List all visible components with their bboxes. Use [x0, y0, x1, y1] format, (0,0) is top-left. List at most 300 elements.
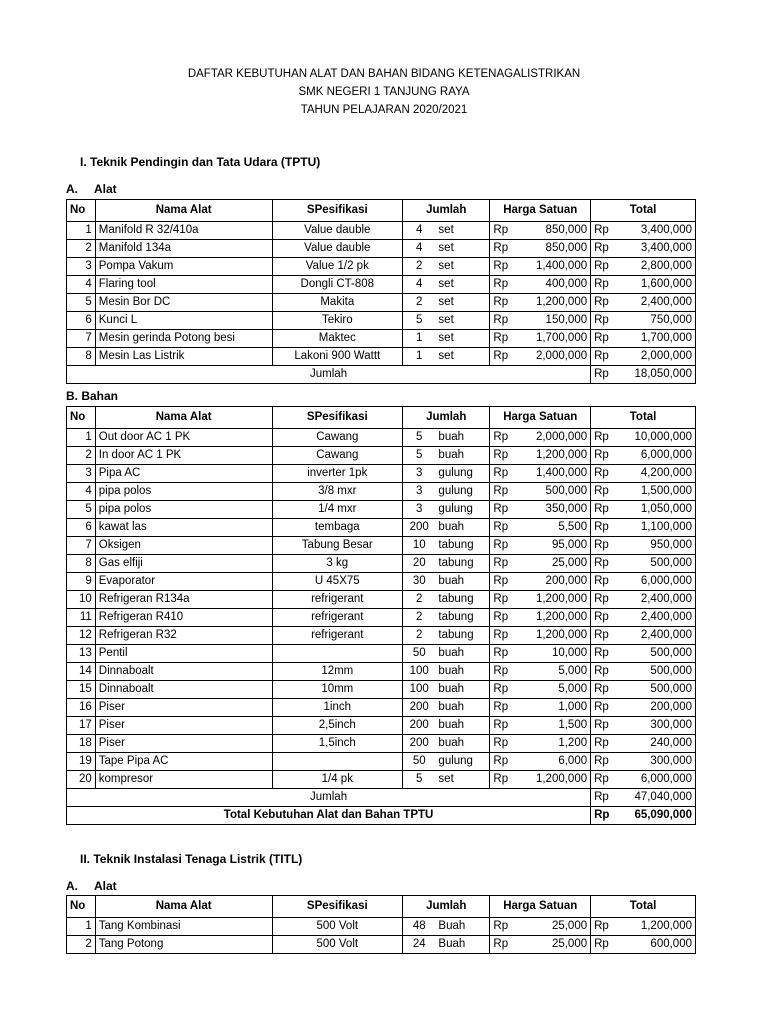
- item-unit: Buah: [435, 918, 489, 936]
- item-spec: Makita: [272, 294, 403, 312]
- item-unit: buah: [435, 519, 489, 537]
- item-unit-price: 1,200,000: [519, 771, 591, 789]
- item-price-currency: Rp: [490, 240, 519, 258]
- tptu-bahan-table: [66, 406, 696, 825]
- item-qty: 5: [403, 447, 436, 465]
- table-row: [67, 294, 696, 312]
- sum-row: [67, 366, 696, 384]
- item-price-currency: Rp: [490, 699, 519, 717]
- item-price-currency: Rp: [490, 483, 519, 501]
- item-spec: Tekiro: [272, 312, 403, 330]
- item-price-currency: Rp: [490, 501, 519, 519]
- item-unit-price: 150,000: [519, 312, 591, 330]
- table-row: [67, 699, 696, 717]
- table-row: [67, 537, 696, 555]
- item-unit: set: [435, 771, 489, 789]
- item-price-currency: Rp: [490, 717, 519, 735]
- academic-year: TAHUN PELAJARAN 2020/2021: [300, 104, 468, 116]
- item-total-currency: Rp: [591, 276, 620, 294]
- item-unit-price: 1,500: [519, 717, 591, 735]
- item-unit: tabung: [435, 555, 489, 573]
- item-no: 3: [67, 465, 96, 483]
- item-total: 1,200,000: [619, 918, 695, 936]
- table-row: [67, 330, 696, 348]
- table-row: [67, 429, 696, 447]
- item-no: 15: [67, 681, 96, 699]
- item-name: pipa polos: [95, 483, 272, 501]
- item-qty: 4: [403, 240, 436, 258]
- item-no: 10: [67, 591, 96, 609]
- item-name: Oksigen: [95, 537, 272, 555]
- item-unit-price: 1,200,000: [519, 294, 591, 312]
- item-unit-price: 1,200: [519, 735, 591, 753]
- item-spec: 1/4 mxr: [272, 501, 403, 519]
- item-name: Evaporator: [95, 573, 272, 591]
- item-total-currency: Rp: [591, 555, 620, 573]
- item-name: kawat las: [95, 519, 272, 537]
- item-qty: 4: [403, 222, 436, 240]
- item-unit-price: 2,000,000: [519, 429, 591, 447]
- item-qty: 30: [403, 573, 436, 591]
- item-name: Gas elfiji: [95, 555, 272, 573]
- item-unit: set: [435, 222, 489, 240]
- item-unit-price: 25,000: [519, 918, 591, 936]
- table-header-row: [67, 200, 696, 222]
- header-price: Harga Satuan: [490, 200, 591, 222]
- item-name: kompresor: [95, 771, 272, 789]
- item-total: 2,800,000: [619, 258, 695, 276]
- item-unit-price: 5,000: [519, 663, 591, 681]
- item-qty: 200: [403, 735, 436, 753]
- item-qty: 2: [403, 294, 436, 312]
- item-spec: 1/4 pk: [272, 771, 403, 789]
- item-unit: set: [435, 276, 489, 294]
- table-row: [67, 591, 696, 609]
- item-name: Tang Kombinasi: [95, 918, 272, 936]
- table-row: [67, 240, 696, 258]
- header-spec: SPesifikasi: [272, 896, 403, 918]
- item-unit-price: 1,200,000: [519, 447, 591, 465]
- item-no: 1: [67, 429, 96, 447]
- item-no: 6: [67, 312, 96, 330]
- item-total-currency: Rp: [591, 294, 620, 312]
- item-total-currency: Rp: [591, 717, 620, 735]
- item-unit-price: 400,000: [519, 276, 591, 294]
- item-spec: 1,5inch: [272, 735, 403, 753]
- item-unit-price: 1,700,000: [519, 330, 591, 348]
- item-total-currency: Rp: [591, 483, 620, 501]
- item-total: 2,400,000: [619, 591, 695, 609]
- item-no: 11: [67, 609, 96, 627]
- item-total: 300,000: [619, 753, 695, 771]
- item-no: 7: [67, 330, 96, 348]
- item-price-currency: Rp: [490, 258, 519, 276]
- item-qty: 50: [403, 753, 436, 771]
- item-no: 5: [67, 501, 96, 519]
- item-total: 500,000: [619, 663, 695, 681]
- item-total: 750,000: [619, 312, 695, 330]
- item-total-currency: Rp: [591, 645, 620, 663]
- document-title: DAFTAR KEBUTUHAN ALAT DAN BAHAN BIDANG KETENAGALISTRIKAN: [187, 68, 581, 80]
- item-name: In door AC 1 PK: [95, 447, 272, 465]
- item-unit: buah: [435, 663, 489, 681]
- section-1-heading: I. Teknik Pendingin dan Tata Udara (TPTU): [80, 155, 321, 169]
- section-2-alat-label: Alat: [94, 879, 117, 893]
- item-total-currency: Rp: [591, 348, 620, 366]
- item-spec: 12mm: [272, 663, 403, 681]
- item-total: 500,000: [619, 555, 695, 573]
- sum-total: 47,040,000: [619, 789, 695, 807]
- item-qty: 5: [403, 771, 436, 789]
- header-spec: SPesifikasi: [272, 200, 403, 222]
- item-total: 600,000: [619, 936, 695, 954]
- item-total: 500,000: [619, 681, 695, 699]
- item-unit-price: 25,000: [519, 936, 591, 954]
- item-qty: 5: [403, 312, 436, 330]
- table-row: [67, 483, 696, 501]
- item-qty: 2: [403, 627, 436, 645]
- item-unit-price: 6,000: [519, 753, 591, 771]
- item-name: Flaring tool: [95, 276, 272, 294]
- table-row: [67, 276, 696, 294]
- item-spec: Tabung Besar: [272, 537, 403, 555]
- item-total-currency: Rp: [591, 330, 620, 348]
- grand-total-label: Total Kebutuhan Alat dan Bahan TPTU: [67, 807, 591, 825]
- item-total: 950,000: [619, 537, 695, 555]
- item-price-currency: Rp: [490, 609, 519, 627]
- item-name: Pentil: [95, 645, 272, 663]
- titl-alat-table: [66, 895, 696, 954]
- table-row: [67, 258, 696, 276]
- item-no: 2: [67, 240, 96, 258]
- item-no: 13: [67, 645, 96, 663]
- header-no: No: [67, 896, 96, 918]
- item-spec: refrigerant: [272, 627, 403, 645]
- table-row: [67, 465, 696, 483]
- item-unit: set: [435, 312, 489, 330]
- table-row: [67, 717, 696, 735]
- item-spec: 500 Volt: [272, 918, 403, 936]
- item-unit: set: [435, 330, 489, 348]
- item-spec: Maktec: [272, 330, 403, 348]
- item-price-currency: Rp: [490, 447, 519, 465]
- item-unit: buah: [435, 645, 489, 663]
- item-unit: gulung: [435, 753, 489, 771]
- item-qty: 5: [403, 429, 436, 447]
- item-spec: Cawang: [272, 429, 403, 447]
- item-qty: 100: [403, 681, 436, 699]
- item-no: 8: [67, 555, 96, 573]
- item-unit-price: 5,000: [519, 681, 591, 699]
- item-total: 2,000,000: [619, 348, 695, 366]
- table-row: [67, 936, 696, 954]
- item-total-currency: Rp: [591, 771, 620, 789]
- item-price-currency: Rp: [490, 645, 519, 663]
- grand-total-row: [67, 807, 696, 825]
- table-row: [67, 645, 696, 663]
- header-qty: Jumlah: [403, 200, 490, 222]
- item-total-currency: Rp: [591, 258, 620, 276]
- item-unit: buah: [435, 717, 489, 735]
- header-spec: SPesifikasi: [272, 407, 403, 429]
- table-row: [67, 348, 696, 366]
- item-price-currency: Rp: [490, 537, 519, 555]
- item-unit-price: 25,000: [519, 555, 591, 573]
- item-price-currency: Rp: [490, 918, 519, 936]
- item-spec: U 45X75: [272, 573, 403, 591]
- item-total: 2,400,000: [619, 294, 695, 312]
- item-name: Manifold 134a: [95, 240, 272, 258]
- item-spec: tembaga: [272, 519, 403, 537]
- table-row: [67, 918, 696, 936]
- item-total-currency: Rp: [591, 609, 620, 627]
- item-total-currency: Rp: [591, 699, 620, 717]
- item-qty: 3: [403, 483, 436, 501]
- item-unit: set: [435, 240, 489, 258]
- item-unit-price: 95,000: [519, 537, 591, 555]
- item-spec: [272, 645, 403, 663]
- item-price-currency: Rp: [490, 936, 519, 954]
- item-name: Tape Pipa AC: [95, 753, 272, 771]
- item-price-currency: Rp: [490, 753, 519, 771]
- item-unit: gulung: [435, 501, 489, 519]
- header-total: Total: [591, 896, 696, 918]
- table-row: [67, 663, 696, 681]
- item-name: Mesin Bor DC: [95, 294, 272, 312]
- item-total-currency: Rp: [591, 447, 620, 465]
- item-no: 2: [67, 447, 96, 465]
- item-spec: 3 kg: [272, 555, 403, 573]
- item-unit-price: 500,000: [519, 483, 591, 501]
- item-total: 10,000,000: [619, 429, 695, 447]
- item-spec: inverter 1pk: [272, 465, 403, 483]
- item-name: pipa polos: [95, 501, 272, 519]
- item-unit: tabung: [435, 609, 489, 627]
- sum-currency: Rp: [591, 366, 620, 384]
- table-row: [67, 735, 696, 753]
- section-2-alat-heading: [66, 879, 117, 893]
- sum-label: Jumlah: [67, 366, 591, 384]
- item-unit: buah: [435, 573, 489, 591]
- header-total: Total: [591, 200, 696, 222]
- header-qty: Jumlah: [403, 896, 490, 918]
- item-spec: 3/8 mxr: [272, 483, 403, 501]
- item-unit: set: [435, 258, 489, 276]
- item-no: 16: [67, 699, 96, 717]
- item-price-currency: Rp: [490, 330, 519, 348]
- item-unit: tabung: [435, 591, 489, 609]
- item-total: 1,500,000: [619, 483, 695, 501]
- item-unit: tabung: [435, 627, 489, 645]
- table-row: [67, 753, 696, 771]
- item-no: 1: [67, 222, 96, 240]
- table-row: [67, 501, 696, 519]
- grand-total-value: 65,090,000: [619, 807, 695, 825]
- item-no: 1: [67, 918, 96, 936]
- item-spec: refrigerant: [272, 591, 403, 609]
- item-price-currency: Rp: [490, 555, 519, 573]
- item-spec: Cawang: [272, 447, 403, 465]
- item-name: Piser: [95, 717, 272, 735]
- item-unit: tabung: [435, 537, 489, 555]
- item-name: Pompa Vakum: [95, 258, 272, 276]
- table-header-row: [67, 407, 696, 429]
- header-name: Nama Alat: [95, 896, 272, 918]
- item-price-currency: Rp: [490, 627, 519, 645]
- item-spec: Dongli CT-808: [272, 276, 403, 294]
- item-no: 9: [67, 573, 96, 591]
- item-total: 1,600,000: [619, 276, 695, 294]
- item-name: Manifold R 32/410a: [95, 222, 272, 240]
- item-total: 500,000: [619, 645, 695, 663]
- section-2-alat-letter: A.: [66, 879, 78, 893]
- item-qty: 50: [403, 645, 436, 663]
- item-unit: buah: [435, 429, 489, 447]
- item-price-currency: Rp: [490, 465, 519, 483]
- item-qty: 200: [403, 519, 436, 537]
- section-1-alat-label: Alat: [94, 182, 117, 196]
- item-no: 4: [67, 483, 96, 501]
- item-spec: Value dauble: [272, 240, 403, 258]
- item-unit: buah: [435, 447, 489, 465]
- item-total: 1,050,000: [619, 501, 695, 519]
- item-total: 1,700,000: [619, 330, 695, 348]
- item-name: Out door AC 1 PK: [95, 429, 272, 447]
- item-unit-price: 1,400,000: [519, 258, 591, 276]
- sum-total: 18,050,000: [619, 366, 695, 384]
- item-total: 2,400,000: [619, 627, 695, 645]
- item-qty: 100: [403, 663, 436, 681]
- item-total-currency: Rp: [591, 753, 620, 771]
- item-price-currency: Rp: [490, 222, 519, 240]
- item-spec: Value dauble: [272, 222, 403, 240]
- item-no: 5: [67, 294, 96, 312]
- item-qty: 3: [403, 465, 436, 483]
- item-name: Refrigeran R410: [95, 609, 272, 627]
- item-total-currency: Rp: [591, 429, 620, 447]
- item-spec: 10mm: [272, 681, 403, 699]
- item-unit: set: [435, 294, 489, 312]
- item-unit-price: 1,200,000: [519, 627, 591, 645]
- item-no: 17: [67, 717, 96, 735]
- item-name: Pipa AC: [95, 465, 272, 483]
- item-total: 4,200,000: [619, 465, 695, 483]
- sum-row: [67, 789, 696, 807]
- item-qty: 24: [403, 936, 436, 954]
- item-unit: gulung: [435, 465, 489, 483]
- item-no: 20: [67, 771, 96, 789]
- item-no: 6: [67, 519, 96, 537]
- item-total-currency: Rp: [591, 465, 620, 483]
- item-qty: 2: [403, 591, 436, 609]
- item-unit: set: [435, 348, 489, 366]
- item-unit-price: 1,000: [519, 699, 591, 717]
- item-total-currency: Rp: [591, 222, 620, 240]
- item-total-currency: Rp: [591, 591, 620, 609]
- item-total: 200,000: [619, 699, 695, 717]
- item-name: Refrigeran R134a: [95, 591, 272, 609]
- item-total: 6,000,000: [619, 447, 695, 465]
- item-total-currency: Rp: [591, 501, 620, 519]
- tptu-alat-table: [66, 199, 696, 384]
- table-header-row: [67, 896, 696, 918]
- item-price-currency: Rp: [490, 294, 519, 312]
- item-unit-price: 5,500: [519, 519, 591, 537]
- item-unit-price: 1,200,000: [519, 591, 591, 609]
- item-qty: 1: [403, 348, 436, 366]
- grand-total-currency: Rp: [591, 807, 620, 825]
- table-row: [67, 447, 696, 465]
- item-total: 240,000: [619, 735, 695, 753]
- item-qty: 200: [403, 699, 436, 717]
- item-qty: 200: [403, 717, 436, 735]
- item-name: Mesin Las Listrik: [95, 348, 272, 366]
- item-price-currency: Rp: [490, 312, 519, 330]
- item-qty: 3: [403, 501, 436, 519]
- item-unit-price: 200,000: [519, 573, 591, 591]
- item-total-currency: Rp: [591, 627, 620, 645]
- table-row: [67, 312, 696, 330]
- item-no: 8: [67, 348, 96, 366]
- item-total: 6,000,000: [619, 771, 695, 789]
- item-unit: buah: [435, 699, 489, 717]
- header-name: Nama Alat: [95, 200, 272, 222]
- header-no: No: [67, 200, 96, 222]
- item-price-currency: Rp: [490, 663, 519, 681]
- item-unit-price: 10,000: [519, 645, 591, 663]
- header-price: Harga Satuan: [490, 407, 591, 429]
- item-unit-price: 1,200,000: [519, 609, 591, 627]
- table-row: [67, 609, 696, 627]
- item-unit-price: 350,000: [519, 501, 591, 519]
- item-total: 6,000,000: [619, 573, 695, 591]
- item-qty: 10: [403, 537, 436, 555]
- item-unit: Buah: [435, 936, 489, 954]
- item-name: Piser: [95, 735, 272, 753]
- item-unit-price: 850,000: [519, 240, 591, 258]
- item-total-currency: Rp: [591, 312, 620, 330]
- item-total: 3,400,000: [619, 240, 695, 258]
- section-1-alat-letter: A.: [66, 182, 78, 196]
- item-unit-price: 850,000: [519, 222, 591, 240]
- table-row: [67, 222, 696, 240]
- item-total-currency: Rp: [591, 573, 620, 591]
- item-qty: 2: [403, 258, 436, 276]
- header-qty: Jumlah: [403, 407, 490, 429]
- item-name: Piser: [95, 699, 272, 717]
- item-qty: 4: [403, 276, 436, 294]
- item-name: Kunci L: [95, 312, 272, 330]
- item-price-currency: Rp: [490, 429, 519, 447]
- item-spec: 2,5inch: [272, 717, 403, 735]
- item-qty: 2: [403, 609, 436, 627]
- item-total-currency: Rp: [591, 735, 620, 753]
- item-name: Dinnaboalt: [95, 681, 272, 699]
- item-total: 3,400,000: [619, 222, 695, 240]
- item-total-currency: Rp: [591, 537, 620, 555]
- header-name: Nama Alat: [95, 407, 272, 429]
- item-no: 7: [67, 537, 96, 555]
- item-total: 1,100,000: [619, 519, 695, 537]
- item-no: 19: [67, 753, 96, 771]
- sum-label: Jumlah: [67, 789, 591, 807]
- table-row: [67, 771, 696, 789]
- item-total-currency: Rp: [591, 519, 620, 537]
- item-qty: 20: [403, 555, 436, 573]
- item-spec: refrigerant: [272, 609, 403, 627]
- table-row: [67, 555, 696, 573]
- item-no: 3: [67, 258, 96, 276]
